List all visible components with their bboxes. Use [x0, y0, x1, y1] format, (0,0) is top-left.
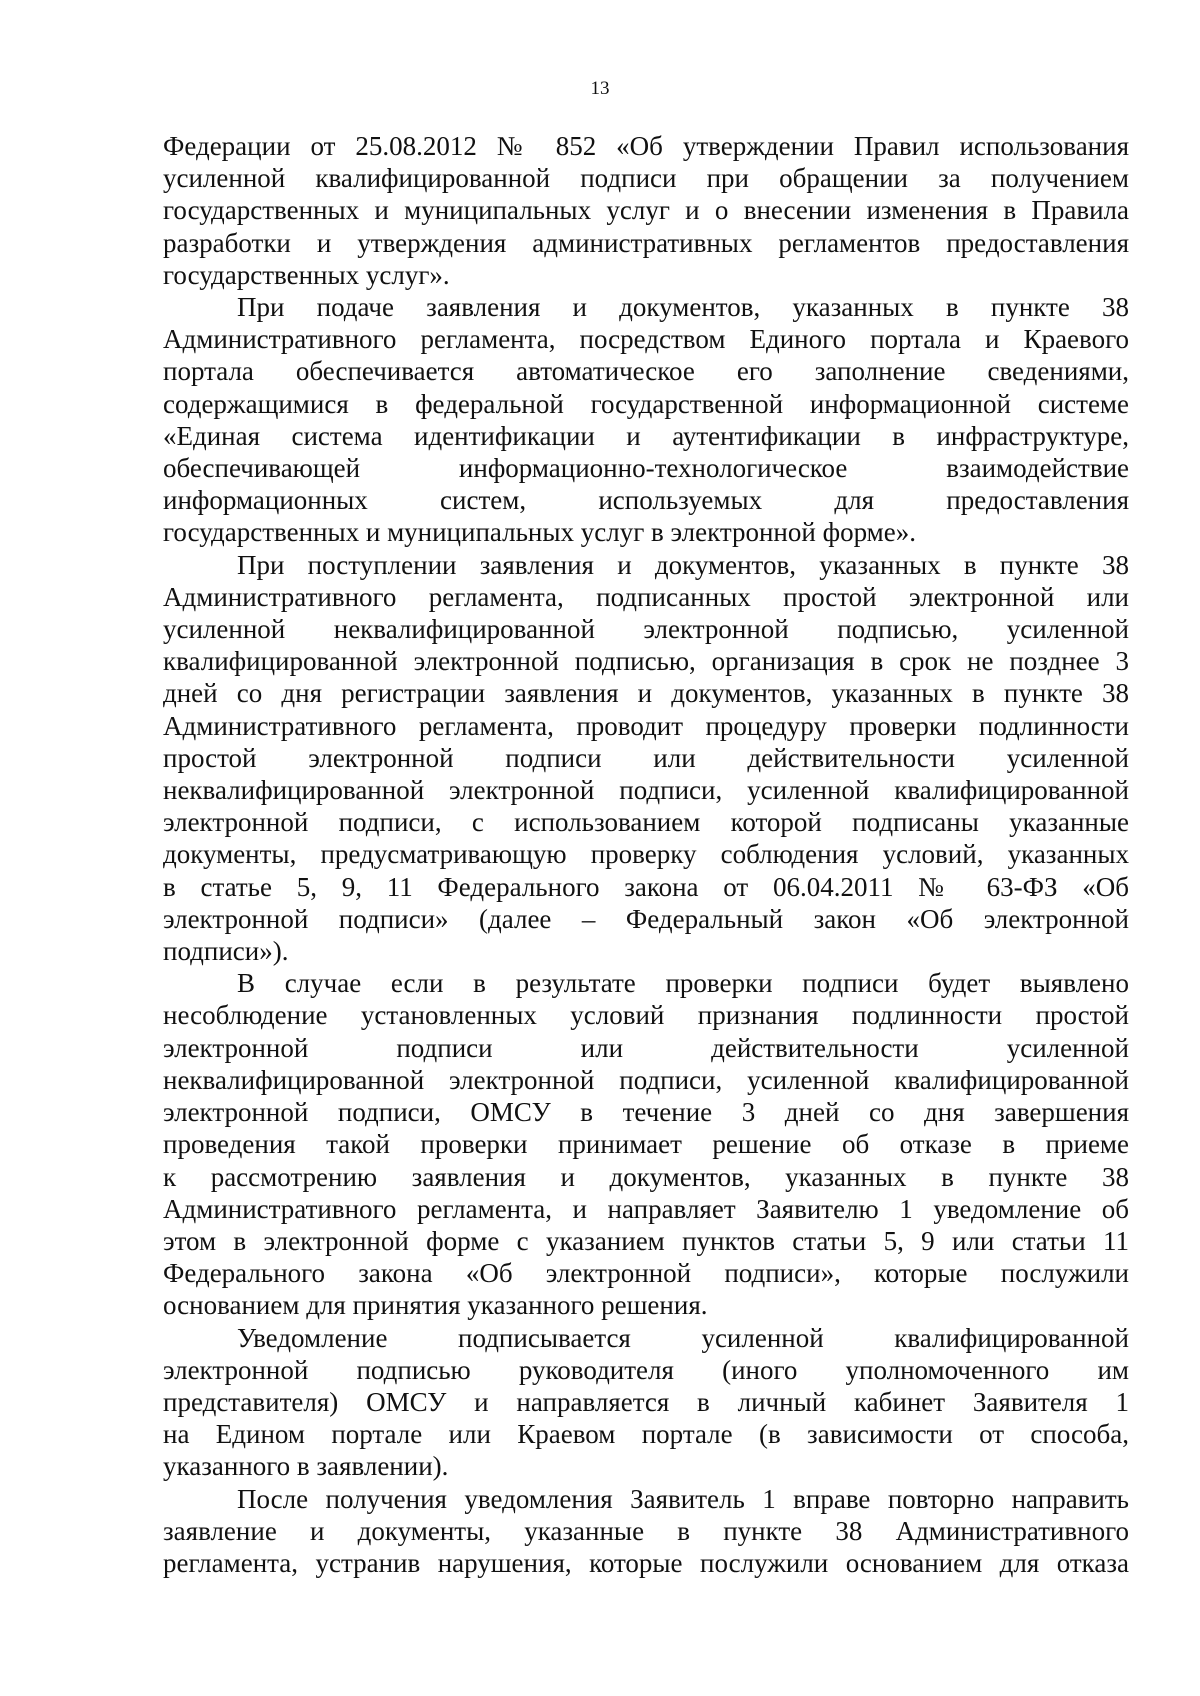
paragraph — [163, 130, 1129, 291]
text-line: разработки и утверждения административных регламентов предоставления — [163, 227, 1129, 258]
text-line: усиленной квалифицированной подписи при обращении за получением — [163, 163, 1129, 194]
text-line: электронной подписи, ОМСУ в течение 3 дней со дня завершения — [163, 1097, 1129, 1128]
document-body — [163, 130, 1129, 1579]
text-line: электронной подписью руководителя (иного уполномоченного им — [163, 1354, 1129, 1385]
text-line: простой электронной подписи или действительности усиленной — [163, 742, 1129, 773]
paragraph — [163, 291, 1129, 549]
paragraph — [163, 1322, 1129, 1483]
text-line: подписи»). — [163, 936, 289, 967]
paragraph — [163, 967, 1129, 1321]
text-line: несоблюдение установленных условий признания подлинности простой — [163, 1000, 1129, 1031]
text-line: «Единая система идентификации и аутентификации в инфраструктуре, — [163, 420, 1129, 451]
text-line: представителя) ОМСУ и направляется в личный кабинет Заявителя 1 — [163, 1386, 1129, 1417]
text-line: проведения такой проверки принимает решение об отказе в приеме — [163, 1129, 1129, 1160]
text-line: на Едином портале или Краевом портале (в зависимости от способа, — [163, 1419, 1129, 1450]
text-line: квалифицированной электронной подписью, организация в срок не позднее 3 — [163, 646, 1129, 677]
text-line: Уведомление подписывается усиленной квалифицированной — [237, 1322, 1129, 1353]
text-line: Федерального закона «Об электронной подписи», которые послужили — [163, 1258, 1129, 1289]
text-line: этом в электронной форме с указанием пунктов статьи 5, 9 или статьи 11 — [163, 1225, 1129, 1256]
text-line: обеспечивающей информационно-технологическое взаимодействие — [163, 453, 1129, 484]
text-line: Административного регламента, и направляет Заявителю 1 уведомление об — [163, 1193, 1129, 1224]
page-number: 13 — [590, 78, 610, 99]
text-line: основанием для принятия указанного решения. — [163, 1290, 708, 1321]
text-line: документы, предусматривающую проверку соблюдения условий, указанных — [163, 839, 1129, 870]
text-line: При поступлении заявления и документов, указанных в пункте 38 — [237, 549, 1129, 580]
text-line: При подаче заявления и документов, указанных в пункте 38 — [237, 292, 1129, 323]
text-line: заявление и документы, указанные в пункте 38 Административного — [163, 1515, 1129, 1546]
text-line: усиленной неквалифицированной электронной подписью, усиленной — [163, 614, 1129, 645]
text-line: государственных и муниципальных услуг в электронной форме». — [163, 517, 916, 548]
text-line: электронной подписи или действительности усиленной — [163, 1032, 1129, 1063]
text-line: Административного регламента, подписанных простой электронной или — [163, 581, 1129, 612]
text-line: в статье 5, 9, 11 Федерального закона от 06.04.2011 № 63-ФЗ «Об — [163, 871, 1129, 902]
text-line: электронной подписи, с использованием которой подписаны указанные — [163, 807, 1129, 838]
paragraph — [163, 549, 1129, 968]
text-line: содержащимися в федеральной государственной информационной системе — [163, 388, 1129, 419]
text-line: Административного регламента, проводит процедуру проверки подлинности — [163, 710, 1129, 741]
text-line: информационных систем, используемых для предоставления — [163, 485, 1129, 516]
text-line: После получения уведомления Заявитель 1 вправе повторно направить — [237, 1483, 1129, 1514]
text-line: к рассмотрению заявления и документов, указанных в пункте 38 — [163, 1161, 1129, 1192]
text-line: Административного регламента, посредством Единого портала и Краевого — [163, 324, 1129, 355]
text-line: портала обеспечивается автоматическое его заполнение сведениями, — [163, 356, 1129, 387]
text-line: В случае если в результате проверки подписи будет выявлено — [237, 968, 1129, 999]
text-line: государственных услуг». — [163, 259, 450, 290]
text-line: неквалифицированной электронной подписи, усиленной квалифицированной — [163, 775, 1129, 806]
paragraph — [163, 1483, 1129, 1580]
text-line: регламента, устранив нарушения, которые послужили основанием для отказа — [163, 1547, 1129, 1578]
text-line: неквалифицированной электронной подписи, усиленной квалифицированной — [163, 1064, 1129, 1095]
text-line: Федерации от 25.08.2012 № 852 «Об утверждении Правил использования — [163, 131, 1129, 161]
text-line: указанного в заявлении). — [163, 1451, 449, 1482]
text-line: дней со дня регистрации заявления и документов, указанных в пункте 38 — [163, 678, 1129, 709]
text-line: электронной подписи» (далее – Федеральный закон «Об электронной — [163, 903, 1129, 934]
text-line: государственных и муниципальных услуг и о внесении изменения в Правила — [163, 195, 1129, 226]
